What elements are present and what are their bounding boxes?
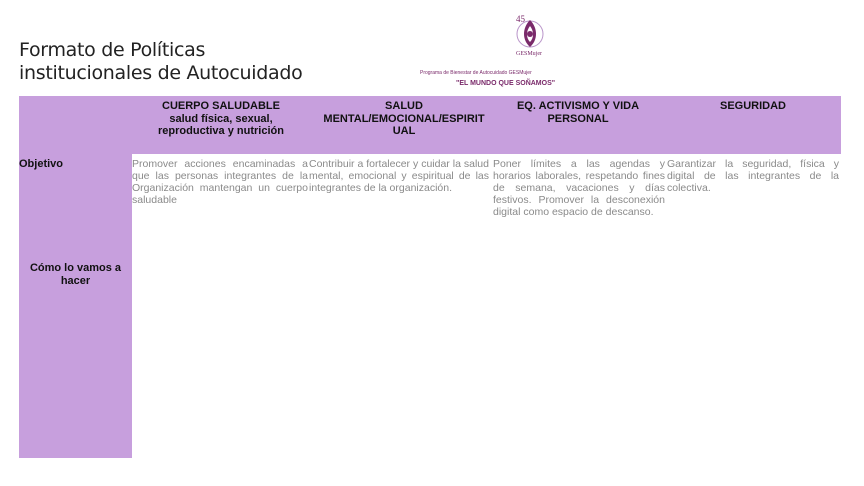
page-title-line2: institucionales de Autocuidado <box>19 62 303 84</box>
column-subtitle: PERSONAL <box>547 112 609 125</box>
program-name: Programa de Bienestar de Autocuidado GESMujer <box>420 70 532 76</box>
page-title-line1: Formato de Políticas <box>19 39 206 61</box>
objetivo-activismo-cell: Poner límites a las agendas y horarios laborales, respetando fines de semana, vacaciones y días festivos. Promover la desconexión digital como espacio de descanso. <box>493 158 665 218</box>
row-label-column <box>19 154 132 458</box>
column-header-activismo <box>493 100 663 125</box>
column-subtitle: UAL <box>392 125 416 137</box>
objetivo-seguridad-cell: Garantizar la seguridad, física y digital de las integrantes de la colectiva. <box>667 158 839 194</box>
column-header-cuerpo <box>147 100 295 138</box>
row-label-como: Cómo lo vamos a hacer <box>29 262 122 287</box>
slogan: "EL MUNDO QUE SOÑAMOS" <box>456 80 556 87</box>
column-header-seguridad <box>669 100 837 113</box>
svg-text:45: 45 <box>516 14 525 24</box>
logo-caption: GESMujer <box>516 51 542 57</box>
column-subtitle: salud física, sexual, reproductiva y nutrición <box>158 112 284 137</box>
column-header-salud-mental <box>309 100 499 138</box>
objetivo-salud-mental-cell: Contribuir a fortalecer y cuidar la salud mental, emocional y espiritual de las integrantes de la organización. <box>309 158 489 194</box>
objetivo-cuerpo-cell: Promover acciones encaminadas a que las personas integrantes de la Organización mantengan un cuerpo saludable <box>132 158 308 206</box>
column-title: CUERPO SALUDABLE <box>162 100 280 112</box>
row-label-objetivo: Objetivo <box>19 158 64 170</box>
page-title <box>19 39 302 85</box>
column-title: EQ. ACTIVISMO Y VIDA <box>516 100 640 112</box>
column-title: SALUD MENTAL/EMOCIONAL/ESPIRIT <box>323 100 485 125</box>
column-title: SEGURIDAD <box>719 100 786 112</box>
